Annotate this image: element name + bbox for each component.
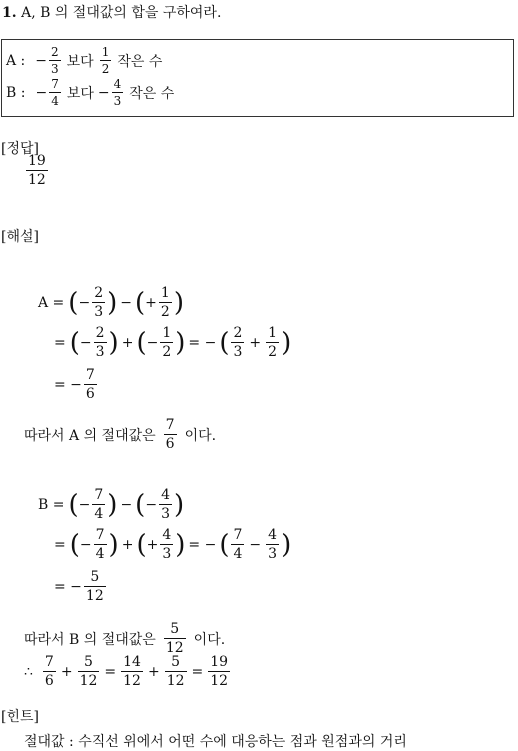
solution-a-eq1: A = ( − $\frac{2}{3}$ ) − ( + $\frac{1}{2}$ ) bbox=[38, 285, 184, 320]
eq-text: + bbox=[121, 334, 134, 351]
fraction: $\frac{14}{12}$ bbox=[123, 654, 141, 689]
condition-b-sign2: − bbox=[97, 84, 110, 101]
fraction: $\frac{2}{3}$ bbox=[94, 285, 104, 320]
eq-text: = − bbox=[54, 376, 82, 393]
solution-label: [해설] bbox=[1, 229, 39, 245]
hint-text: 절대값 : 수직선 위에서 어떤 수에 대응하는 점과 원점과의 거리 bbox=[24, 734, 407, 750]
fraction: $\frac{5}{12}$ bbox=[165, 621, 184, 656]
fraction: $\frac{7}{4}$ bbox=[233, 527, 243, 562]
fraction: $\frac{19}{12}$ bbox=[210, 654, 229, 689]
eq-text: − bbox=[78, 294, 91, 311]
fraction: $\frac{4}{3}$ bbox=[268, 527, 278, 562]
eq-text: A = bbox=[38, 294, 65, 311]
fraction: $\frac{2}{3}$ bbox=[51, 45, 59, 76]
solution-a-eq3 bbox=[54, 368, 99, 401]
fraction: $\frac{4}{3}$ bbox=[113, 77, 122, 108]
condition-a bbox=[6, 46, 162, 75]
fraction: $\frac{19}{12}$ bbox=[28, 153, 46, 188]
condition-a-sign: − bbox=[35, 52, 48, 69]
fraction: $\frac{1}{2}$ bbox=[101, 45, 110, 76]
eq-text: + bbox=[145, 294, 157, 311]
answer-label: [정답] bbox=[1, 141, 39, 157]
fraction: $\frac{5}{12}$ bbox=[79, 654, 98, 689]
condition-a-mid: 보다 bbox=[66, 53, 94, 70]
condition-b-mid: 보다 bbox=[66, 85, 94, 102]
fraction: $\frac{7}{6}$ bbox=[44, 654, 54, 689]
solution-b-conclusion bbox=[24, 622, 225, 655]
solution-a-conclusion bbox=[24, 418, 216, 451]
fraction: $\frac{1}{2}$ bbox=[162, 325, 172, 360]
eq-text: 따라서 B 의 절대값은 bbox=[24, 631, 156, 648]
solution-b-eq3 bbox=[54, 570, 108, 603]
problem-text: A, B 의 절대값의 합을 구하여라. bbox=[21, 5, 222, 21]
eq-text: = − bbox=[54, 578, 82, 595]
eq-text: = − bbox=[188, 334, 217, 351]
eq-text: + bbox=[249, 334, 262, 351]
eq-text: = − bbox=[188, 536, 217, 553]
eq-text: = bbox=[54, 334, 66, 351]
eq-text: 따라서 A 의 절대값은 bbox=[24, 427, 156, 444]
condition-b-label: B : bbox=[6, 84, 26, 101]
fraction: $\frac{4}{3}$ bbox=[162, 527, 172, 562]
condition-b-sign: − bbox=[35, 84, 48, 101]
eq-text: = bbox=[104, 663, 117, 680]
answer-value bbox=[24, 154, 50, 187]
condition-a-label: A : bbox=[6, 52, 26, 69]
fraction: $\frac{1}{2}$ bbox=[160, 285, 170, 320]
solution-b-eq1: B = ( − $\frac{7}{4}$ ) − ( − $\frac{4}{3}$ ) bbox=[38, 487, 185, 522]
eq-text: + bbox=[121, 536, 134, 553]
condition-b-tail: 작은 수 bbox=[129, 85, 175, 102]
eq-text: − bbox=[145, 496, 158, 513]
fraction: $\frac{5}{12}$ bbox=[166, 654, 185, 689]
fraction: $\frac{2}{3}$ bbox=[95, 325, 105, 360]
fraction: $\frac{7}{6}$ bbox=[85, 367, 95, 402]
eq-text: + bbox=[60, 663, 73, 680]
fraction: $\frac{7}{6}$ bbox=[165, 417, 175, 452]
fraction: $\frac{5}{12}$ bbox=[85, 569, 104, 604]
problem-statement bbox=[2, 2, 221, 22]
eq-text: − bbox=[120, 496, 133, 513]
fraction: $\frac{7}{4}$ bbox=[51, 77, 59, 108]
eq-text: = bbox=[54, 536, 66, 553]
eq-text: 이다. bbox=[184, 427, 217, 444]
problem-number: 1. bbox=[2, 5, 17, 21]
eq-text: − bbox=[79, 334, 92, 351]
solution-final bbox=[24, 655, 232, 688]
fraction: $\frac{4}{3}$ bbox=[161, 487, 170, 522]
condition-a-tail: 작은 수 bbox=[117, 53, 163, 70]
solution-a-eq2: = ( − $\frac{2}{3}$ ) + ( − $\frac{1}{2}$ ) = − ( $\frac{2}{3}$ + $\frac{1}{2}$ ) bbox=[54, 325, 292, 360]
condition-b bbox=[6, 78, 174, 107]
fraction: $\frac{1}{2}$ bbox=[268, 325, 278, 360]
eq-text: 이다. bbox=[193, 631, 226, 648]
eq-text: − bbox=[146, 334, 159, 351]
fraction: $\frac{7}{4}$ bbox=[95, 527, 105, 562]
eq-text: B = bbox=[38, 496, 65, 513]
eq-text: − bbox=[120, 294, 132, 311]
fraction: $\frac{7}{4}$ bbox=[94, 487, 104, 522]
hint-label: [힌트] bbox=[1, 709, 39, 725]
fraction: $\frac{2}{3}$ bbox=[233, 325, 243, 360]
eq-text: ∴ bbox=[24, 663, 33, 680]
solution-b-eq2: = ( − $\frac{7}{4}$ ) + ( + $\frac{4}{3}$ ) = − ( $\frac{7}{4}$ − $\frac{4}{3}$ ) bbox=[54, 527, 292, 562]
eq-text: − bbox=[249, 536, 262, 553]
eq-text: − bbox=[78, 496, 91, 513]
eq-text: + bbox=[147, 663, 160, 680]
eq-text: + bbox=[146, 536, 159, 553]
eq-text: = bbox=[191, 663, 204, 680]
eq-text: − bbox=[79, 536, 92, 553]
